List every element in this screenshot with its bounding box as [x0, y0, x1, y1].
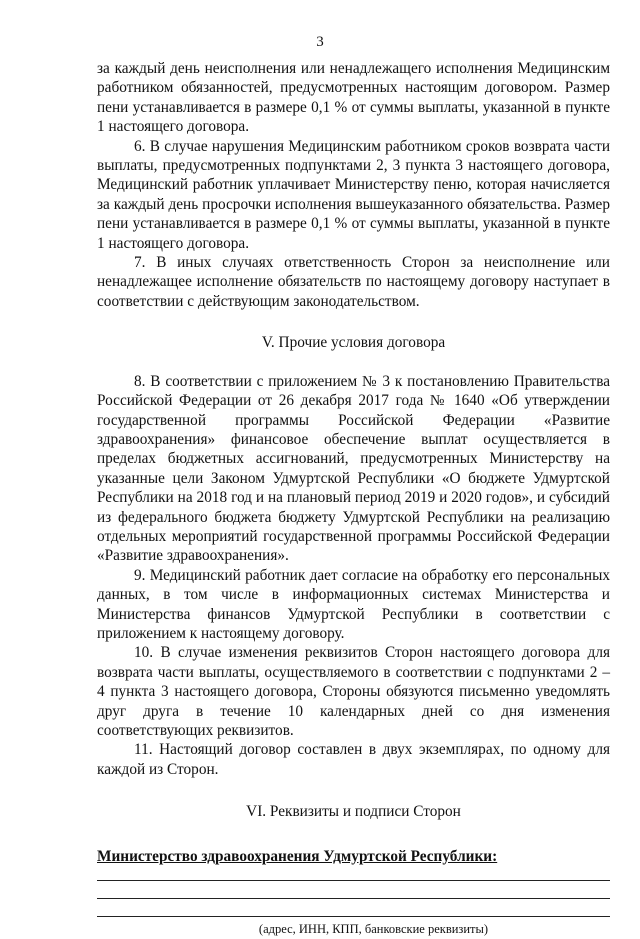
paragraph-continuation: за каждый день неисполнения или ненадлежащего исполнения Медицинским работником обязанностей, предусмотренных настоящим договором. Размер пени устанавливается в размере 0,1 % от суммы выплаты, указанной в пункте 1 настоящего договора. [97, 60, 610, 136]
requisites-line-1 [97, 880, 610, 881]
document-body [97, 59, 610, 939]
section-5-heading: V. Прочие условия договора [261, 334, 446, 352]
page-number: 3 [316, 34, 324, 50]
paragraph-9: 9. Медицинский работник дает согласие на обработку его персональных данных, в том числе в информационных системах Министерства и Министерства финансов Удмуртской Республики в соответствии с приложением к настоящему договору. [97, 566, 610, 642]
requisites-caption: (адрес, ИНН, КПП, банковские реквизиты) [258, 922, 489, 937]
paragraph-11: 11. Настоящий договор составлен в двух экземплярах, по одному для каждой из Сторон. [97, 741, 610, 778]
paragraph-10: 10. В случае изменения реквизитов Сторон настоящего договора для возврата части выплаты, осуществляемого в соответствии с подпунктами 2 – 4 пункта 3 настоящего договора, Стороны обязуются письменно уведомлять друг друга в течение 10 календарных дней со дня изменения соответствующих реквизитов. [97, 644, 610, 739]
requisites-line-3 [97, 916, 610, 917]
paragraph-6: 6. В случае нарушения Медицинским работником сроков возврата части выплаты, предусмотренных подпунктами 2, 3 пункта 3 настоящего договора, Медицинский работник уплачивает Министерству пеню, которая начисляется за каждый день просрочки исполнения вышеуказанного обязательства. Размер пени устанавливается в размере 0,1 % от суммы выплаты, указанной в пункте 1 настоящего договора. [97, 137, 610, 252]
section-6-heading: VI. Реквизиты и подписи Сторон [246, 803, 461, 821]
paragraph-8: 8. В соответствии с приложением № 3 к постановлению Правительства Российской Федерации от 26 декабря 2017 года № 1640 «Об утверждении государственной программы Российской Федерации «Развитие здравоохранения» финансовое обеспечение выплат осуществляется в пределах бюджетных ассигнований, предусмотренных Министерству на указанные цели Законом Удмуртской Республики «О бюджете Удмуртской Республики на 2018 год и на плановый период 2019 и 2020 годов», и субсидий из федерального бюджета бюджету Удмуртской Республики на реализацию отдельных мероприятий государственной программы Российской Федерации «Развитие здравоохранения». [97, 372, 610, 565]
paragraph-7: 7. В иных случаях ответственность Сторон за неисполнение или ненадлежащее исполнение обязательств по настоящему договору наступает в соответствии с действующим законодательством. [97, 254, 610, 310]
requisites-line-2 [97, 898, 610, 899]
party-name: Министерство здравоохранения Удмуртской Республики: [97, 847, 498, 865]
